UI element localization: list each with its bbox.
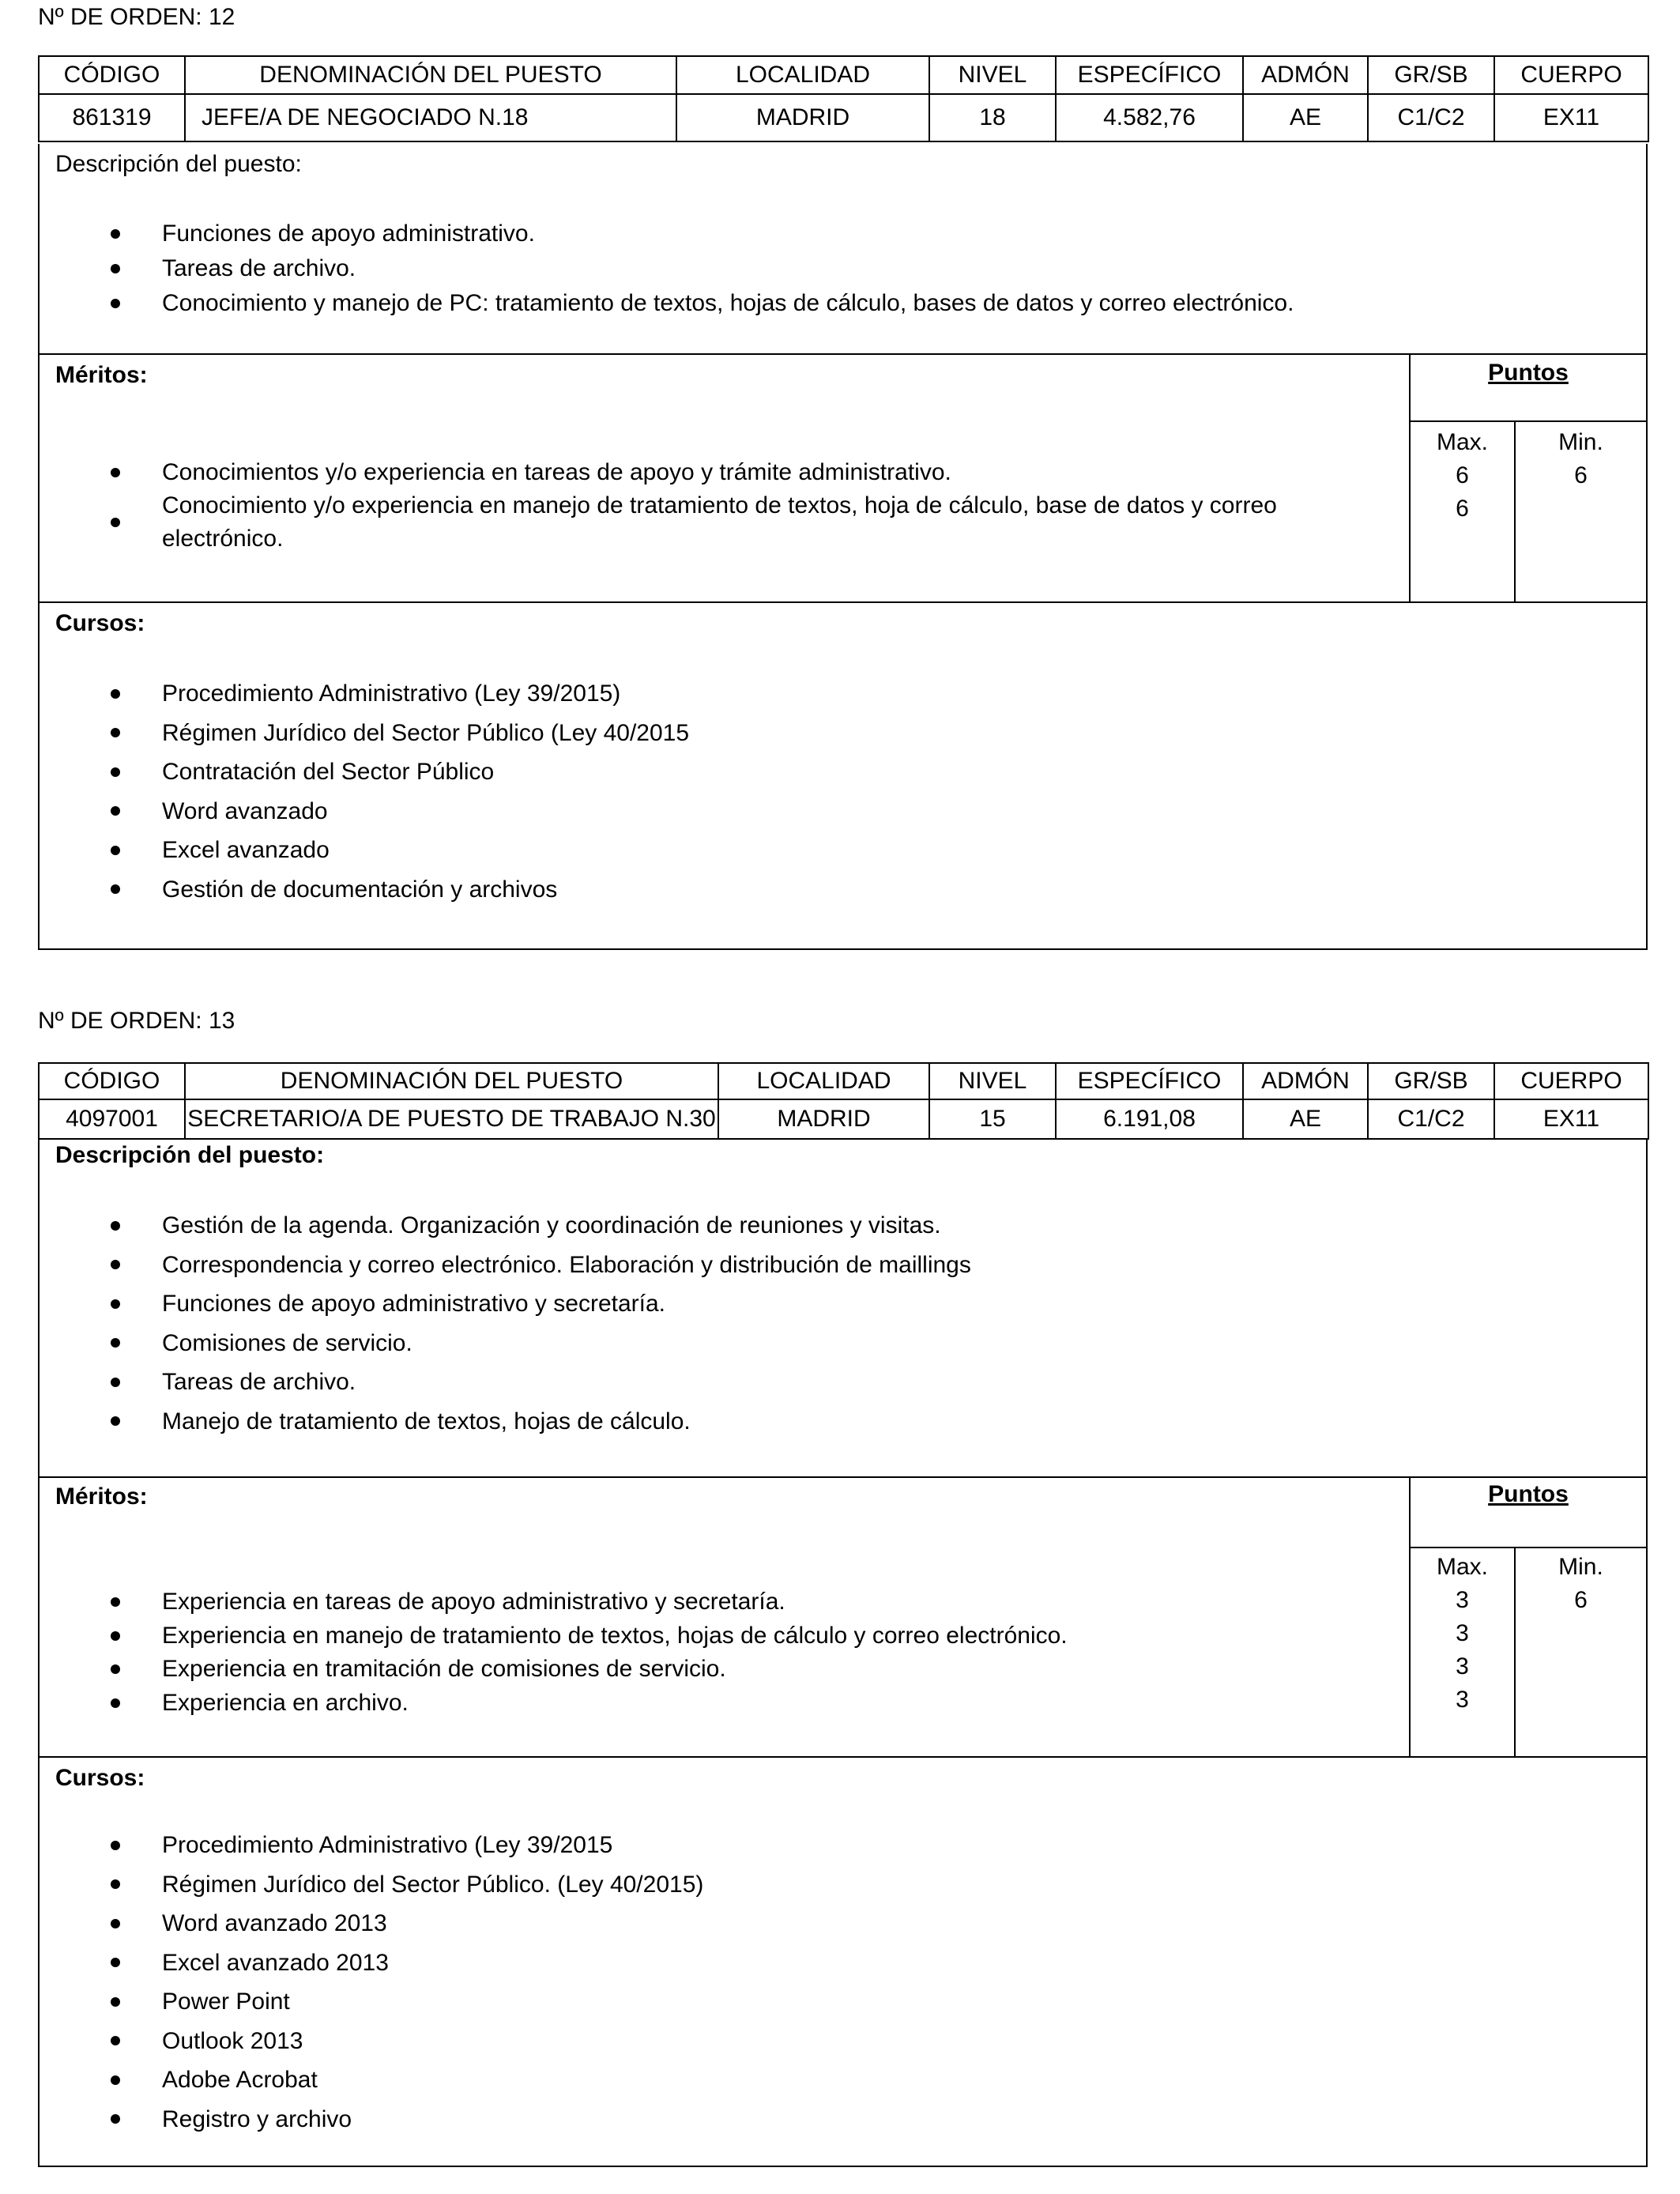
orden-number: Nº DE ORDEN: 13: [38, 1008, 235, 1034]
list-item: Conocimientos y/o experiencia en tareas de apoyo y trámite administrativo.: [40, 456, 1383, 489]
cell-grsb: C1/C2: [1368, 1099, 1494, 1139]
meritos-section: [38, 1478, 1648, 1758]
max-value: 6: [1456, 496, 1469, 522]
cursos-title: Cursos:: [55, 610, 145, 636]
cell-especifico: 6.191,08: [1056, 1099, 1243, 1139]
list-item: Funciones de apoyo administrativo.: [40, 217, 1294, 251]
cell-codigo: 861319: [39, 94, 185, 141]
max-value: 3: [1456, 1687, 1469, 1713]
min-label: Min.: [1558, 1554, 1603, 1580]
list-item: Experiencia en tareas de apoyo administrativo y secretaría.: [40, 1585, 1383, 1619]
position-block-13: [38, 1004, 1648, 2173]
list-item: Gestión de documentación y archivos: [40, 870, 689, 910]
col-codigo: CÓDIGO: [39, 56, 185, 94]
puntos-hrule: [1411, 420, 1646, 422]
col-nivel: NIVEL: [929, 56, 1056, 94]
list-item: Experiencia en manejo de tratamiento de textos, hojas de cálculo y correo electrónico.: [40, 1619, 1383, 1653]
list-item: Manejo de tratamiento de textos, hojas de cálculo.: [40, 1402, 971, 1442]
max-value: 6: [1456, 462, 1469, 488]
data-row: [39, 1099, 1648, 1139]
meritos-list: [40, 456, 1383, 556]
col-admon: ADMÓN: [1243, 1063, 1368, 1099]
descripcion-section: [38, 1140, 1648, 1478]
list-item: Tareas de archivo.: [40, 251, 1294, 286]
data-row: [39, 94, 1648, 141]
min-value: 6: [1574, 1587, 1588, 1613]
cell-cuerpo: EX11: [1494, 1099, 1648, 1139]
list-item: Experiencia en tramitación de comisiones de servicio.: [40, 1653, 1383, 1687]
cursos-list: [40, 1826, 703, 2139]
descripcion-list: [40, 217, 1294, 321]
col-nivel: NIVEL: [929, 1063, 1056, 1099]
list-item: Power Point: [40, 1982, 703, 2022]
descripcion-list: [40, 1206, 971, 1441]
cursos-section: [38, 603, 1648, 950]
meritos-title: Méritos:: [55, 362, 148, 388]
list-item: Excel avanzado: [40, 831, 689, 870]
col-localidad: LOCALIDAD: [676, 56, 929, 94]
max-value: 3: [1456, 1653, 1469, 1679]
puntos-hrule: [1411, 1547, 1646, 1548]
col-codigo: CÓDIGO: [39, 1063, 185, 1099]
list-item: Registro y archivo: [40, 2100, 703, 2139]
list-item: Funciones de apoyo administrativo y secretaría.: [40, 1284, 971, 1324]
max-label: Max.: [1436, 429, 1488, 455]
cell-denominacion: JEFE/A DE NEGOCIADO N.18: [185, 94, 676, 141]
min-column: [1516, 426, 1646, 492]
list-item: Word avanzado 2013: [40, 1904, 703, 1943]
position-header-table: [38, 1062, 1649, 1140]
max-label: Max.: [1436, 1554, 1488, 1580]
col-localidad: LOCALIDAD: [718, 1063, 929, 1099]
list-item: Adobe Acrobat: [40, 2060, 703, 2100]
list-item: Outlook 2013: [40, 2022, 703, 2061]
cursos-title: Cursos:: [55, 1765, 145, 1791]
list-item: Tareas de archivo.: [40, 1363, 971, 1402]
col-denominacion: DENOMINACIÓN DEL PUESTO: [185, 56, 676, 94]
cell-localidad: MADRID: [718, 1099, 929, 1139]
col-especifico: ESPECÍFICO: [1056, 1063, 1243, 1099]
col-admon: ADMÓN: [1243, 56, 1368, 94]
col-especifico: ESPECÍFICO: [1056, 56, 1243, 94]
meritos-title: Méritos:: [55, 1483, 148, 1510]
descripcion-title: Descripción del puesto:: [55, 1142, 325, 1168]
meritos-section: [38, 355, 1648, 603]
cursos-list: [40, 674, 689, 909]
header-row: [39, 1063, 1648, 1099]
list-item: Régimen Jurídico del Sector Público (Ley 40/2015: [40, 714, 689, 753]
position-block-12: [38, 0, 1648, 956]
meritos-list: [40, 1585, 1383, 1720]
list-item: Conocimiento y/o experiencia en manejo de tratamiento de textos, hoja de cálculo, base de datos y correo electrónico.: [40, 489, 1383, 556]
list-item: Gestión de la agenda. Organización y coordinación de reuniones y visitas.: [40, 1206, 971, 1246]
col-grsb: GR/SB: [1368, 56, 1494, 94]
max-value: 3: [1456, 1620, 1469, 1646]
cell-localidad: MADRID: [676, 94, 929, 141]
cell-especifico: 4.582,76: [1056, 94, 1243, 141]
cursos-section: [38, 1758, 1648, 2167]
position-header-table: [38, 55, 1649, 142]
max-column: [1411, 1551, 1514, 1717]
list-item: Régimen Jurídico del Sector Público. (Ley 40/2015): [40, 1865, 703, 1905]
cell-grsb: C1/C2: [1368, 94, 1494, 141]
list-item: Procedimiento Administrativo (Ley 39/2015: [40, 1826, 703, 1865]
max-column: [1411, 426, 1514, 526]
cell-admon: AE: [1243, 1099, 1368, 1139]
header-row: [39, 56, 1648, 94]
list-item: Experiencia en archivo.: [40, 1687, 1383, 1721]
cell-admon: AE: [1243, 94, 1368, 141]
min-value: 6: [1574, 462, 1588, 488]
orden-number: Nº DE ORDEN: 12: [38, 4, 235, 30]
cell-denominacion: SECRETARIO/A DE PUESTO DE TRABAJO N.30: [185, 1099, 718, 1139]
list-item: Word avanzado: [40, 792, 689, 831]
cell-cuerpo: EX11: [1494, 94, 1648, 141]
min-label: Min.: [1558, 429, 1603, 455]
descripcion-section: [38, 144, 1648, 355]
list-item: Excel avanzado 2013: [40, 1943, 703, 1983]
col-cuerpo: CUERPO: [1494, 56, 1648, 94]
list-item: Conocimiento y manejo de PC: tratamiento de textos, hojas de cálculo, bases de datos y correo electrónico.: [40, 286, 1294, 321]
cell-nivel: 18: [929, 94, 1056, 141]
col-denominacion: DENOMINACIÓN DEL PUESTO: [185, 1063, 718, 1099]
max-value: 3: [1456, 1587, 1469, 1613]
descripcion-title: Descripción del puesto:: [55, 151, 302, 177]
min-column: [1516, 1551, 1646, 1617]
list-item: Correspondencia y correo electrónico. Elaboración y distribución de maillings: [40, 1246, 971, 1285]
list-item: Procedimiento Administrativo (Ley 39/2015): [40, 674, 689, 714]
col-cuerpo: CUERPO: [1494, 1063, 1648, 1099]
puntos-label: Puntos: [1488, 1481, 1569, 1507]
list-item: Comisiones de servicio.: [40, 1324, 971, 1363]
list-item: Contratación del Sector Público: [40, 752, 689, 792]
cell-nivel: 15: [929, 1099, 1056, 1139]
cell-codigo: 4097001: [39, 1099, 185, 1139]
puntos-label: Puntos: [1488, 360, 1569, 386]
col-grsb: GR/SB: [1368, 1063, 1494, 1099]
